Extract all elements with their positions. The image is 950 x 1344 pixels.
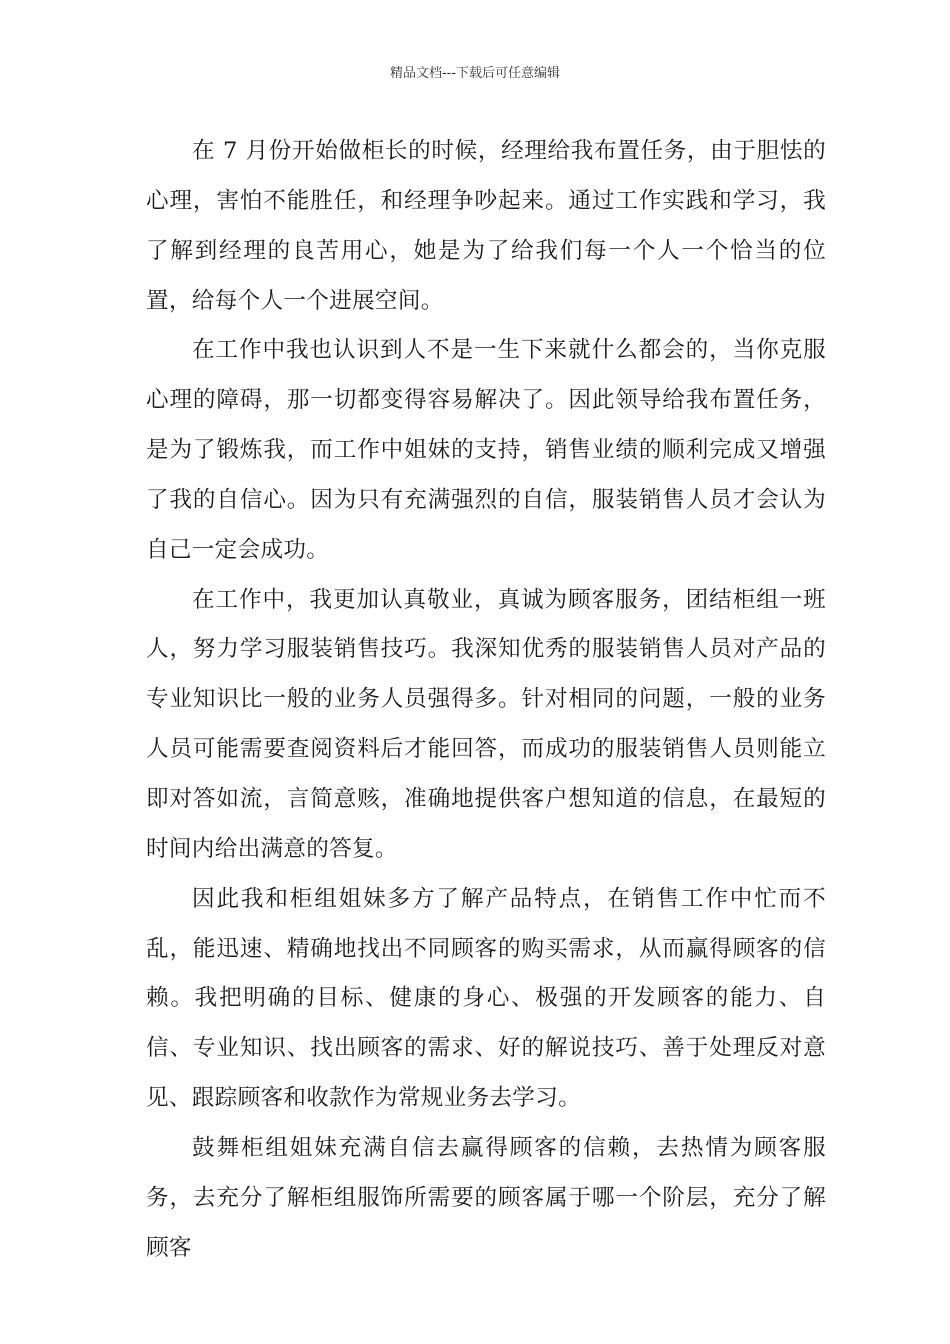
paragraph: 在工作中我也认识到人不是一生下来就什么都会的，当你克服心理的障碍，那一切都变得容易解决了。因此领导给我布置任务，是为了锻炼我，而工作中姐妹的支持，销售业绩的顺利完成又增强了我的自信心。因为只有充满强烈的自信，服装销售人员才会认为自己一定会成功。 [146, 337, 826, 563]
paragraph: 在 7 月份开始做柜长的时候，经理给我布置任务，由于胆怯的心理，害怕不能胜任，和经理争吵起来。通过工作实践和学习，我了解到经理的良苦用心，她是为了给我们每一个人一个恰当的位置，给每个人一个进展空间。 [146, 138, 826, 314]
paragraph: 在工作中，我更加认真敬业，真诚为顾客服务，团结柜组一班人，努力学习服装销售技巧。我深知优秀的服装销售人员对产品的专业知识比一般的业务人员强得多。针对相同的问题，一般的业务人员可能需要查阅资料后才能回答，而成功的服装销售人员则能立即对答如流，言简意赅，准确地提供客户想知道的信息，在最短的时间内给出满意的答复。 [146, 586, 826, 862]
paragraph: 因此我和柜组姐妹多方了解产品特点，在销售工作中忙而不乱，能迅速、精确地找出不同顾客的购买需求，从而赢得顾客的信赖。我把明确的目标、健康的身心、极强的开发顾客的能力、自信、专业知识、找出顾客的需求、好的解说技巧、善于处理反对意见、跟踪顾客和收款作为常规业务去学习。 [146, 885, 826, 1112]
paragraph: 鼓舞柜组姐妹充满自信去赢得顾客的信赖，去热情为顾客服务，去充分了解柜组服饰所需要的顾客属于哪一个阶层，充分了解顾客 [146, 1134, 826, 1261]
page-header: 精品文档---下载后可任意编辑 [389, 66, 561, 81]
document-body [146, 127, 826, 1273]
